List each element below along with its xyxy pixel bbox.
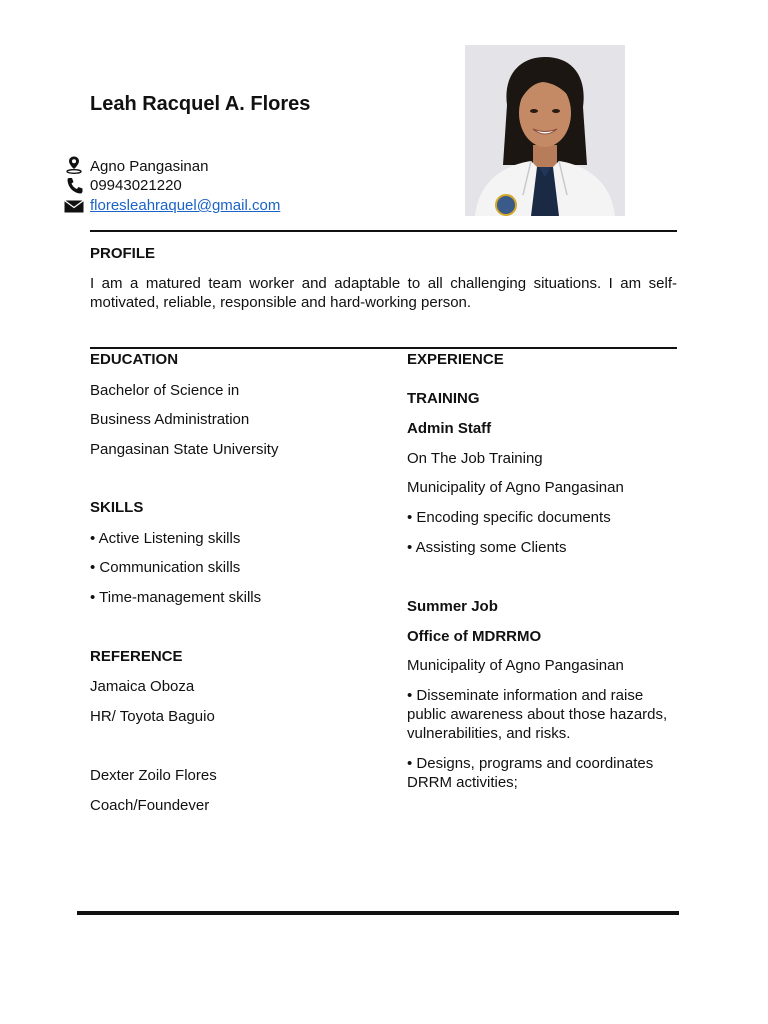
reference-role: Coach/Foundever <box>90 797 210 814</box>
profile-divider <box>90 347 677 349</box>
resume-name: Leah Racquel A. Flores <box>90 93 311 115</box>
email-link[interactable]: floresleahraquel@gmail.com <box>90 197 281 214</box>
reference-name: Dexter Zoilo Flores <box>90 767 217 784</box>
location-pin-icon <box>63 155 85 174</box>
education-line: Pangasinan State University <box>90 441 279 458</box>
education-line: Business Administration <box>90 411 250 428</box>
job-subtitle: Office of MDRRMO <box>407 628 542 645</box>
job-bullet: • Assisting some Clients <box>407 539 567 556</box>
footer-divider <box>77 911 679 915</box>
phone-text: 09943021220 <box>90 177 182 194</box>
header-divider <box>90 230 677 232</box>
education-line: Bachelor of Science in <box>90 382 240 399</box>
skills-heading: SKILLS <box>90 499 144 516</box>
training-heading: TRAINING <box>407 390 480 407</box>
envelope-icon <box>63 197 85 216</box>
phone-icon <box>63 176 85 195</box>
skill-item: • Active Listening skills <box>90 530 241 547</box>
job-line: Municipality of Agno Pangasinan <box>407 479 624 496</box>
job-title: Admin Staff <box>407 420 492 437</box>
address-text: Agno Pangasinan <box>90 158 209 175</box>
job-bullet: • Encoding specific documents <box>407 509 611 526</box>
job-title: Summer Job <box>407 598 498 615</box>
profile-text: I am a matured team worker and adaptable to all challenging situations. I am self-motivated, reliable, responsible and hard-working person. <box>90 275 677 311</box>
job-bullet: • Designs, programs and coordinates DRRM activities; <box>407 755 654 791</box>
job-line: On The Job Training <box>407 450 543 467</box>
reference-heading: REFERENCE <box>90 648 183 665</box>
education-heading: EDUCATION <box>90 351 179 368</box>
job-bullet: • Disseminate information and raise public awareness about those hazards, vulnerabilities, and risks. <box>407 687 668 742</box>
experience-heading: EXPERIENCE <box>407 351 504 368</box>
reference-role: HR/ Toyota Baguio <box>90 708 215 725</box>
profile-heading: PROFILE <box>90 245 156 262</box>
reference-name: Jamaica Oboza <box>90 678 195 695</box>
profile-photo <box>465 45 625 216</box>
job-line: Municipality of Agno Pangasinan <box>407 657 624 674</box>
skill-item: • Communication skills <box>90 559 241 576</box>
skill-item: • Time-management skills <box>90 589 262 606</box>
